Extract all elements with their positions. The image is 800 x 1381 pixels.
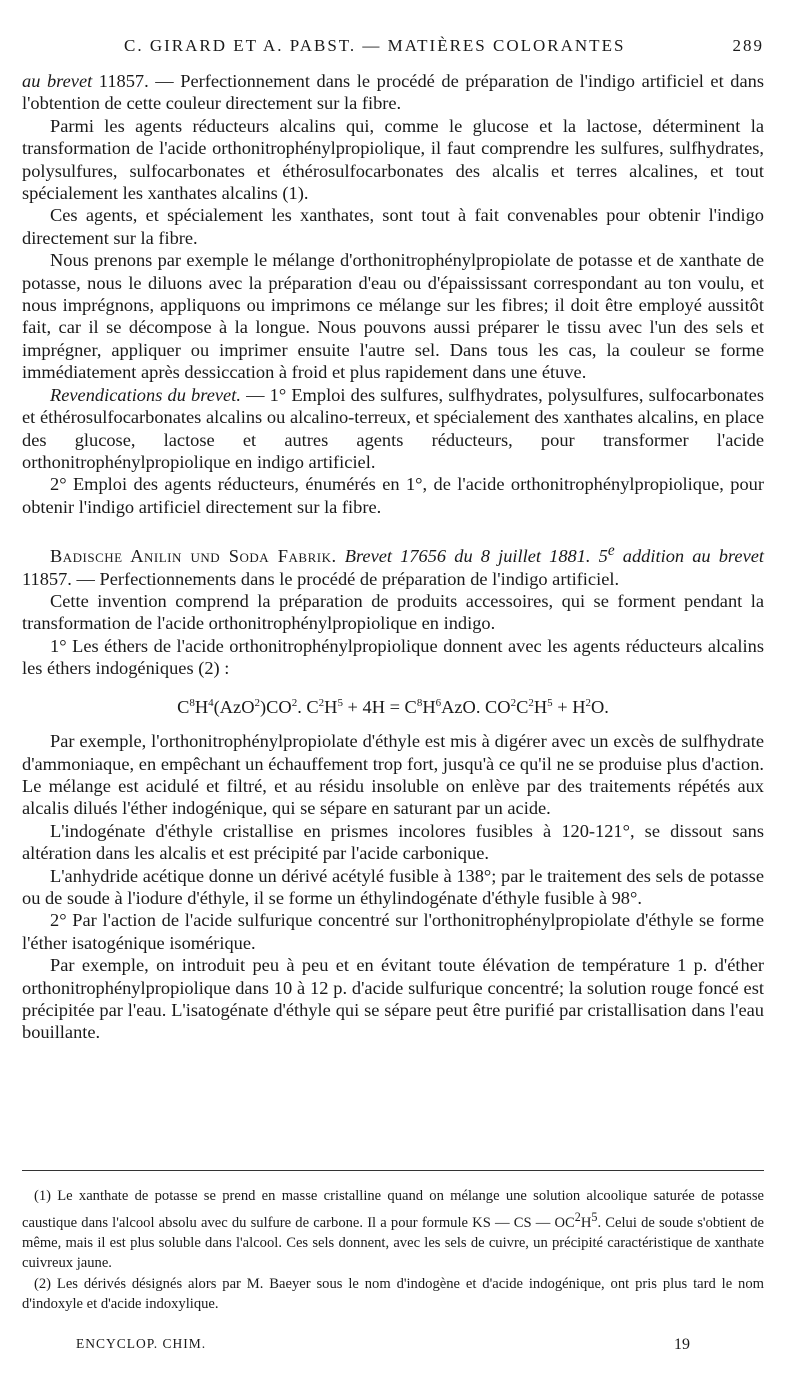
page-number: 289 [732, 36, 764, 55]
italic-text: au brevet [22, 71, 93, 91]
paragraph [22, 590, 764, 635]
main-text [22, 70, 764, 1044]
superscript: 2 [574, 1209, 581, 1224]
paragraph-text: 2° Par l'action de l'acide sulfurique concentré sur l'orthonitrophénylpropiolate d'éthyle se forme l'éther isatogénique isomérique. [22, 910, 764, 953]
running-header [22, 36, 764, 60]
superscript: e [607, 542, 615, 560]
superscript: 5 [591, 1209, 598, 1224]
brevet-reference [336, 542, 765, 567]
paragraph [22, 204, 764, 249]
paragraph-text: L'indogénate d'éthyle cristallise en prismes incolores fusibles à 120-121°, se dissout sans altération dans les alcalis et est précipité par l'acide carbonique. [22, 820, 764, 864]
footnote-text: . Celui de soude s'obtient de même, mais il est plus soluble dans l'alcool. Ces sels donnent, avec les sels de cuivre, un précipité caractéristique de xanthate cuivreux jaune. [22, 1214, 764, 1272]
running-title: C. GIRARD ET A. PABST. — MATIÈRES COLORANTES [124, 36, 626, 55]
paragraph-text: Parmi les agents réducteurs alcalins qui, comme le glucose et la lactose, déterminent la transformation de l'acide orthonitrophénylpropiolique, il faut comprendre les sulfures, sulfhydrates, polysulfures, sulfocarbonates et éthérosulfocarbonates des alcalis et terres alcalines, et tout spécialement les xanthates alcalins (1). [22, 115, 764, 204]
footnote-text: (1) Le xanthate de potasse se prend en masse cristalline quand on mélange une solution alcoolique saturée de potasse caustique dans l'alcool absolu avec du sulfure de carbone. Il a pour formule KS — CS — OC [22, 1188, 764, 1231]
footnote-text: H [580, 1214, 592, 1231]
paragraph-text: 1° Les éthers de l'acide orthonitrophénylpropiolique donnent avec les agents réducteurs alcalins les éthers indogéniques (2) : [22, 635, 764, 679]
paragraph [22, 70, 764, 115]
paragraph [22, 384, 764, 474]
company-name: Badische Anilin und Soda Fabrik. [50, 546, 337, 567]
paragraph-text: Par exemple, on introduit peu à peu et en évitant toute élévation de température 1 p. d'éther orthonitrophénylpropiolique dans 10 à 12 p. d'acide sulfurique concentré; la solution rouge foncé est précipitée par l'eau. L'isatogénate d'éthyle qui se sépare peut être purifié par cristallisation dans l'eau bouillante. [22, 955, 764, 1043]
paragraph [22, 473, 764, 518]
chemical-equation: $C^8H^4(AzO^2)CO^2$. $C^2H^5 + 4H = C^8H^6AzO$. $CO^2C^2H^5 + H^2O$. [177, 696, 609, 717]
paragraph-text: L'anhydride acétique donne un dérivé acétylé fusible à 138°; par le traitement des sels de potasse ou de soude à l'iodure d'éthyle, il se forme un éthylindogénate d'éthyle fusible à 98°. [22, 865, 764, 908]
footnote-text: (2) Les dérivés désignés alors par M. Baeyer sous le nom d'indogène et d'acide indogénique, ont pris plus tard le nom d'indoxyle et d'acide indoxylique. [22, 1275, 764, 1313]
footnote-separator [22, 1170, 764, 1171]
paragraph [22, 820, 764, 865]
paragraph [22, 730, 764, 820]
paragraph-text: 2° Emploi des agents réducteurs, énumérés en 1°, de l'acide orthonitrophénylpropiolique, pour obtenir l'indigo artificiel directement sur la fibre. [22, 474, 764, 517]
section-heading-paragraph [22, 540, 764, 590]
brevet-text: Brevet 17656 du 8 juillet 1881. 5 [336, 546, 608, 567]
paragraph-text: Par exemple, l'orthonitrophénylpropiolate d'éthyle est mis à digérer avec un excès de sulfhydrate d'ammoniaque, en empêchant un échauffement trop fort, jusqu'à ce qu'il ne se produise plus d'action. Le mélange est acidulé et filtré, et au résidu insoluble on enlève par des traitements répétés aux alcalis dilués l'éther indogénique, qui se sépare en saturant par un acide. [22, 731, 764, 819]
paragraph [22, 115, 764, 205]
footer-signature: ENCYCLOP. CHIM. [76, 1336, 207, 1351]
paragraph [22, 249, 764, 383]
paragraph-text: 11857. — Perfectionnement dans le procédé de préparation de l'indigo artificiel et dans l'obtention de cette couleur directement sur la fibre. [22, 71, 764, 114]
paragraph [22, 954, 764, 1044]
paragraph-text: Nous prenons par exemple le mélange d'orthonitrophénylpropiolate de potasse et de xanthate de potasse, nous le diluons avec la préparation d'eau ou d'épaississant correspondant au ton voulu, et nous imprégnons, appliquons ou imprimons ce mélange sur les fibres; il doit être employé aussitôt fait, car il se décompose à la longue. Nous pouvons aussi préparer le tissu avec l'un des sels et imprégner, appliquer ou imprimer ensuite l'autre sel. Dans tous les cas, la couleur se forme immédiatement après dessiccation à froid et plus rapidement dans une étuve. [22, 250, 764, 383]
paragraph [22, 635, 764, 680]
paragraph-text: — 1° Emploi des sulfures, sulfhydrates, polysulfures, sulfocarbonates et éthérosulfocarbonates alcalins ou alcalino-terreux, et spécialement des xanthates alcalins, en place des glucose, lactose et autres agents réducteurs, pour transformer l'acide orthonitrophénylpropiolique en indigo artificiel. [22, 384, 765, 472]
paragraph-text: Cette invention comprend la préparation de produits accessoires, qui se forment pendant la transformation de l'acide orthonitrophénylpropiolique en indigo. [22, 591, 764, 634]
paragraph-text: Ces agents, et spécialement les xanthates, sont tout à fait convenables pour obtenir l'indigo directement sur la fibre. [22, 205, 764, 248]
paragraph [22, 865, 764, 910]
signature-number: 19 [674, 1336, 690, 1353]
italic-text: Revendications du brevet. [50, 384, 241, 405]
addition-text: addition au brevet [614, 546, 765, 567]
paragraph [22, 909, 764, 954]
footnote-2 [22, 1274, 764, 1315]
paragraph-text: 11857. — Perfectionnements dans le procédé de préparation de l'indigo artificiel. [22, 568, 620, 589]
page-footer [22, 1336, 764, 1358]
footnotes [22, 1186, 764, 1315]
footnote-1 [22, 1186, 764, 1274]
